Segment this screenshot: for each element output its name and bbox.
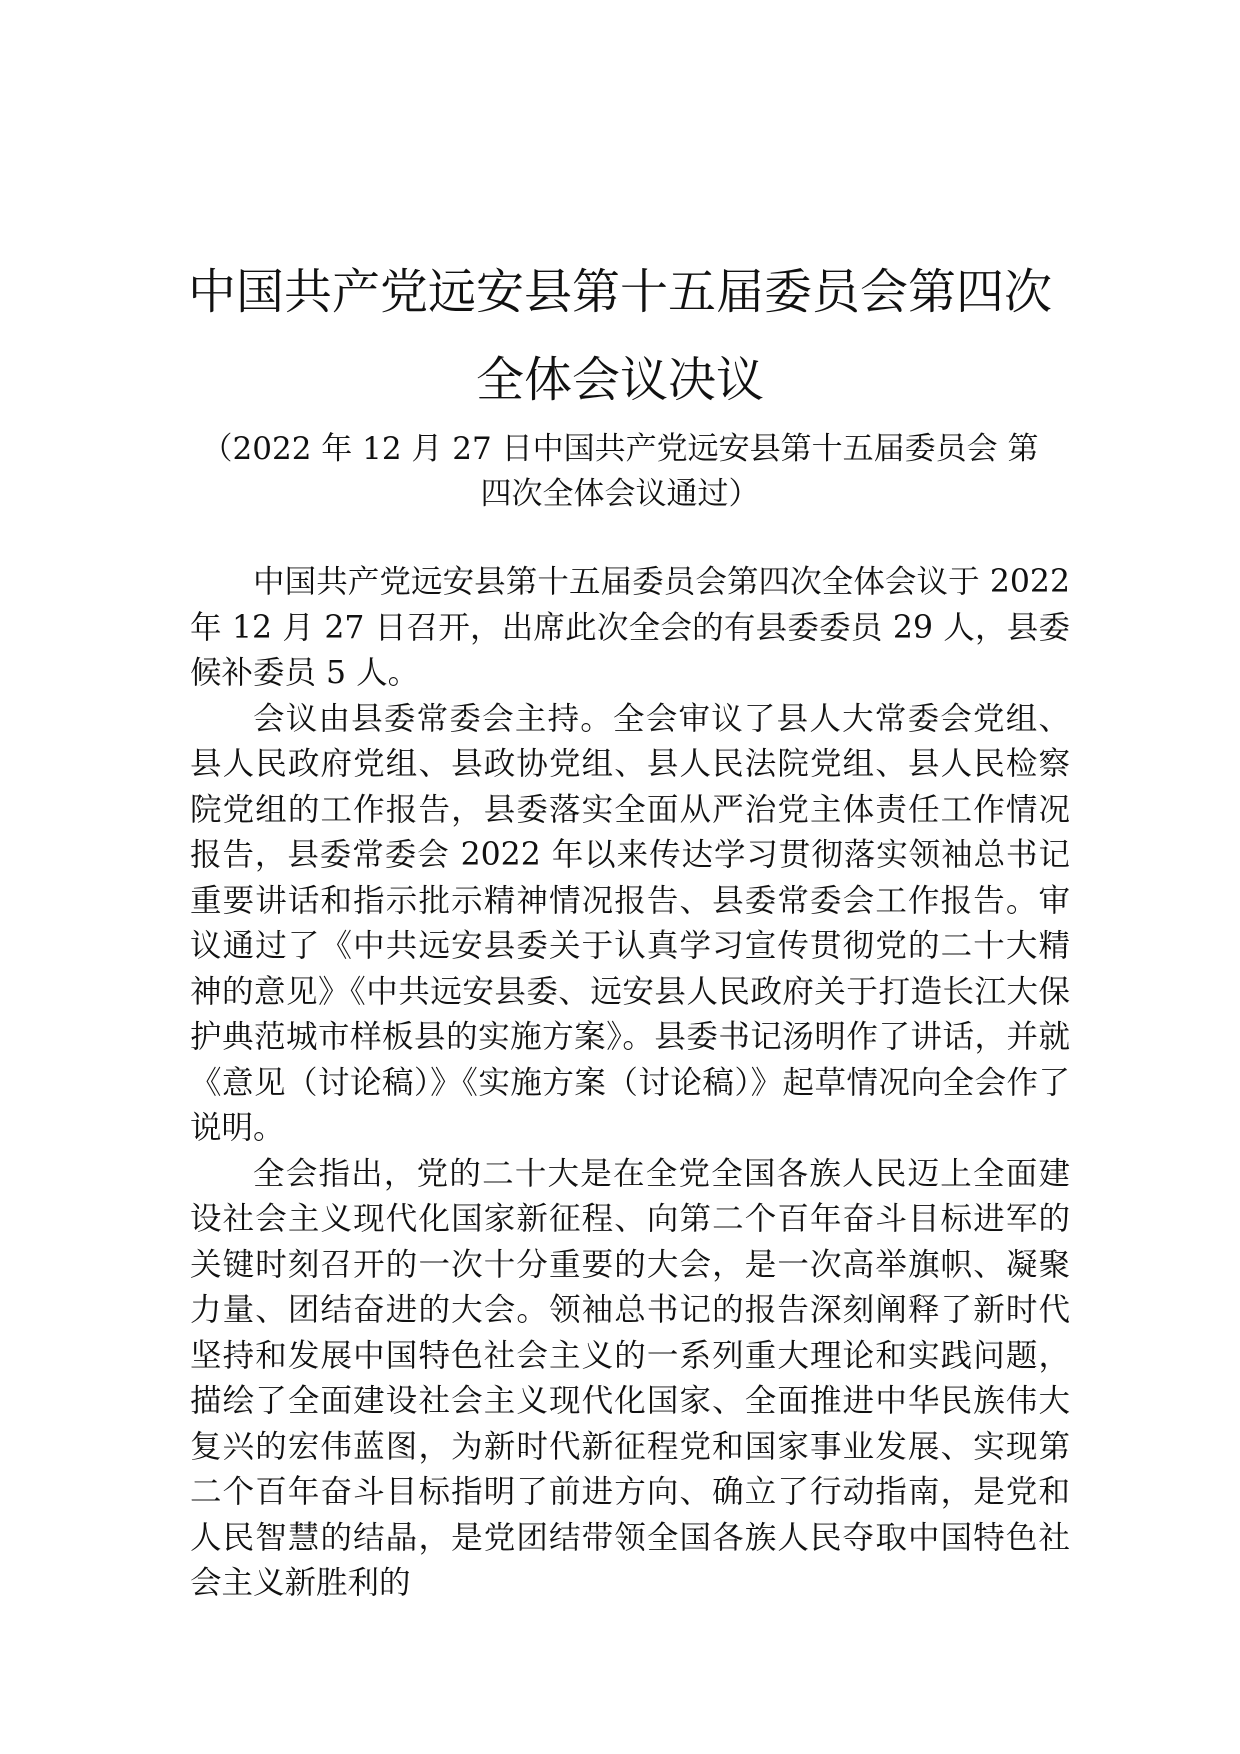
body-paragraph-3: 全会指出，党的二十大是在全党全国各族人民迈上全面建设社会主义现代化国家新征程、向第二个百年奋斗目标进军的关键时刻召开的一次十分重要的大会，是一次高举旗帜、凝聚力量、团结奋进的大会。领袖总书记的报告深刻阐释了新时代坚持和发展中国特色社会主义的一系列重大理论和实践问题，描绘了全面建设社会主义现代化国家、全面推进中华民族伟大复兴的宏伟蓝图，为新时代新征程党和国家事业发展、实现第二个百年奋斗目标指明了前进方向、确立了行动指南，是党和人民智慧的结晶，是党团结带领全国各族人民夺取中国特色社会主义新胜利的 [190, 1155, 1070, 1601]
body-paragraph-2: 会议由县委常委会主持。全会审议了县人大常委会党组、县人民政府党组、县政协党组、县人民法院党组、县人民检察院党组的工作报告，县委落实全面从严治党主体责任工作情况报告，县委常委会 2022 年以来传达学习贯彻落实领袖总书记重要讲话和指示批示精神情况报告、县委常委会工作报告。审议通过了《中共远安县委关于认真学习宣传贯彻党的二十大精神的意见》《中共远安县委、远安县人民政府关于打造长江大保护典范城市样板县的实施方案》。县委书记汤明作了讲话，并就《意见（讨论稿）》《实施方案（讨论稿）》起草情况向全会作了说明。 [190, 700, 1070, 1146]
document-title-line-2: 全体会议决议 [475, 352, 764, 408]
document-body [190, 560, 1070, 1607]
document-title-line-1: 中国共产党远安县第十五届委员会第四次 [187, 264, 1052, 320]
body-paragraph-1: 中国共产党远安县第十五届委员会第四次全体会议于 2022 年 12 月 27 日召开，出席此次全会的有县委委员 29 人，县委候补委员 5 人。 [190, 564, 1070, 691]
document-subtitle-line-1: （2022 年 12 月 27 日中国共产党远安县第十五届委员会 第 [201, 431, 1039, 467]
document-subtitle-line-2: 四次全体会议通过） [480, 476, 760, 512]
